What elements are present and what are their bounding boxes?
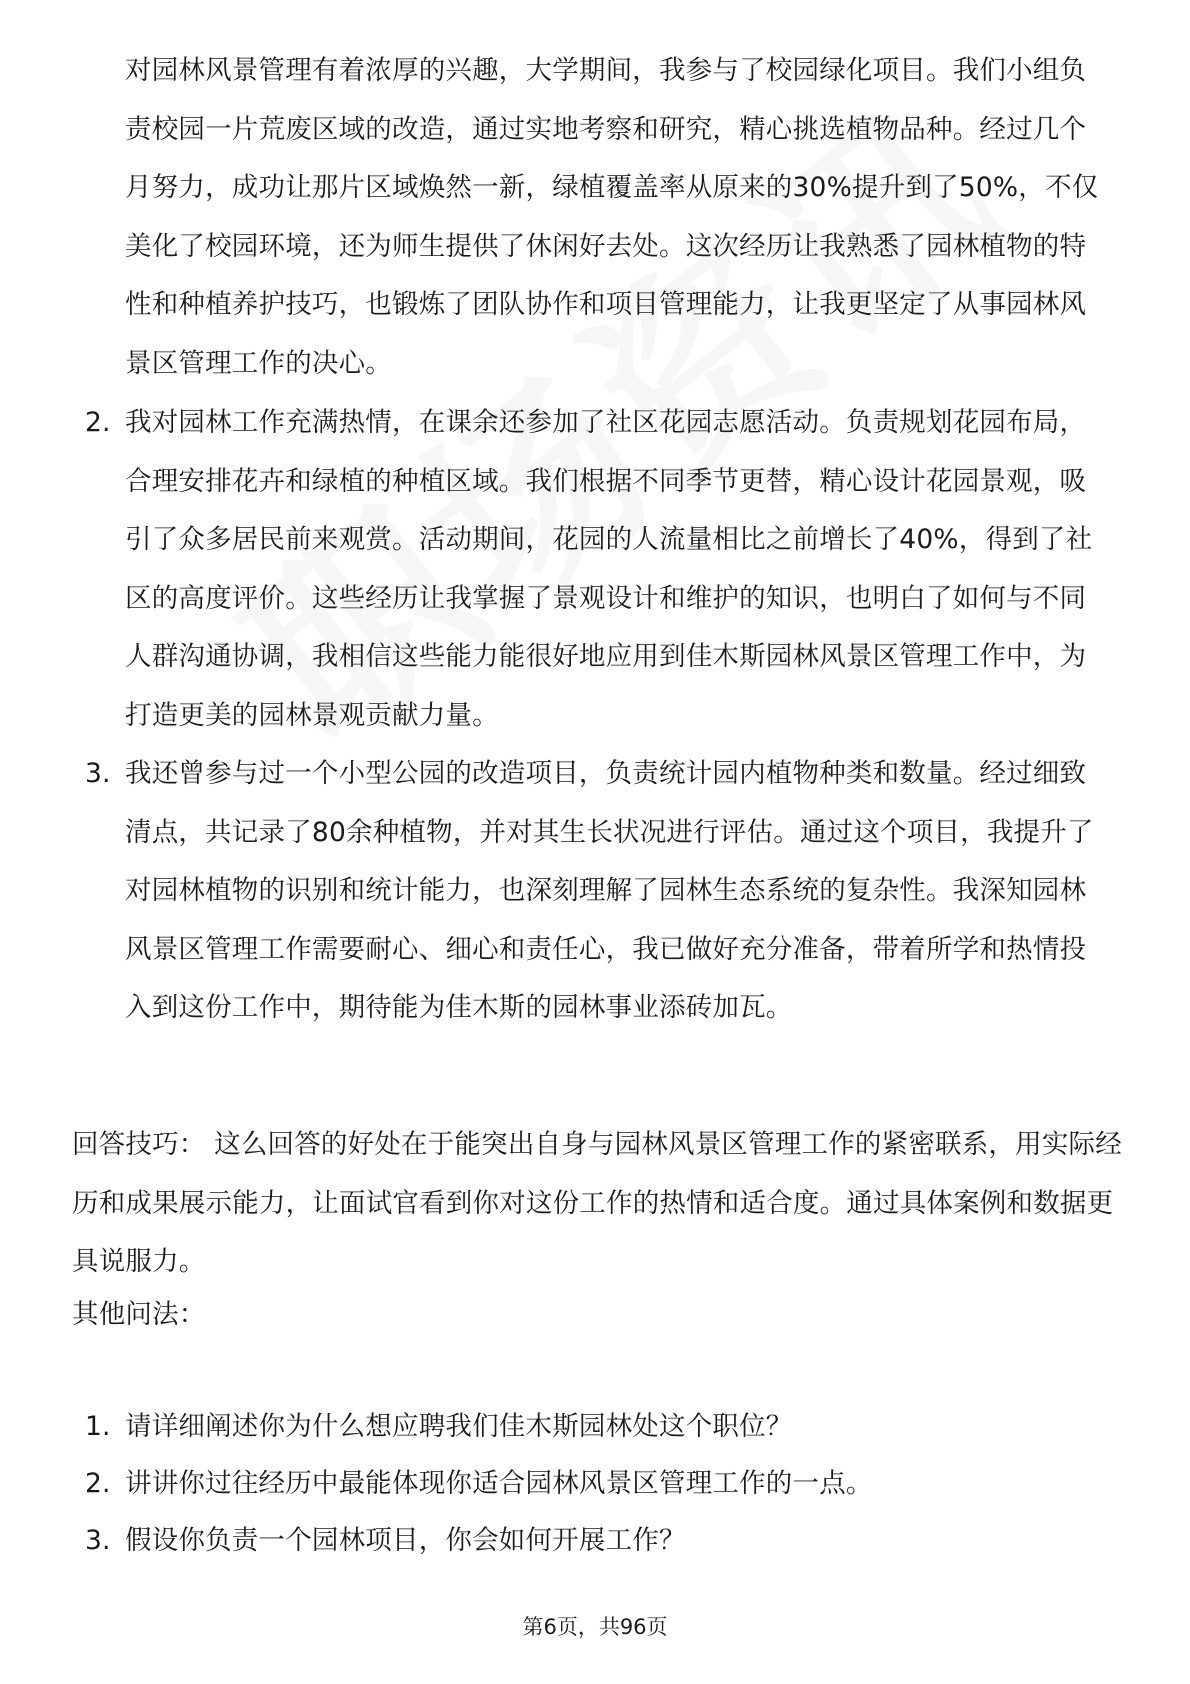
list-number: 1. xyxy=(85,1411,111,1442)
list-item-text: 假设你负责一个园林项目，你会如何开展工作？ xyxy=(125,1525,686,1556)
list-number: 3. xyxy=(85,1525,111,1556)
list-item-text: 我对园林工作充满热情，在课余还参加了社区花园志愿活动。负责规划花园布局，合理安排花卉和绿植的种植区域。我们根据不同季节更替，精心设计花园景观，吸引了众多居民前来观赏。活动期间，花园的人流量相比之前增长了40%，得到了社区的高度评价。这些经历让我掌握了景观设计和维护的知识，也明白了如何与不同人群沟通协调，我相信这些能力能很好地应用到佳木斯园林风景区管理工作中，为打造更美的园林景观贡献力量。 xyxy=(125,407,1093,731)
answer-tips: 回答技巧： 这么回答的好处在于能突出自身与园林风景区管理工作的紧密联系，用实际经历和成果展示能力，让面试官看到你对这份工作的热情和适合度。通过具体案例和数据更具说服力。 xyxy=(72,1129,1122,1278)
other-questions-heading: 其他问法： xyxy=(72,1299,206,1330)
list-item-text: 我还曾参与过一个小型公园的改造项目，负责统计园内植物种类和数量。经过细致清点，共记录了80余种植物，并对其生长状况进行评估。通过这个项目，我提升了对园林植物的识别和统计能力，也深刻理解了园林生态系统的复杂性。我深知园林风景区管理工作需要耐心、细心和责任心，我已做好充分准备，带着所学和热情投入到这份工作中，期待能为佳木斯的园林事业添砖加瓦。 xyxy=(125,758,1094,1024)
list-number: 2. xyxy=(85,407,111,438)
answer-item-1-continuation: 对园林风景管理有着浓厚的兴趣，大学期间，我参与了校园绿化项目。我们小组负责校园一片荒废区域的改造，通过实地考察和研究，精心挑选植物品种。经过几个月努力，成功让那片区域焕然一新，绿植覆盖率从原来的30%提升到了50%，不仅美化了校园环境，还为师生提供了休闲好去处。这次经历让我熟悉了园林植物的特性和种植养护技巧，也锻炼了团队协作和项目管理能力，让我更坚定了从事园林风景区管理工作的决心。 xyxy=(125,55,1099,379)
list-number: 2. xyxy=(85,1468,111,1499)
list-item-text: 请详细阐述你为什么想应聘我们佳木斯园林处这个职位？ xyxy=(125,1411,793,1442)
page-footer: 第6页，共96页 xyxy=(522,1615,668,1639)
list-item-text: 讲讲你过往经历中最能体现你适合园林风景区管理工作的一点。 xyxy=(125,1468,873,1499)
list-number: 3. xyxy=(85,758,111,789)
